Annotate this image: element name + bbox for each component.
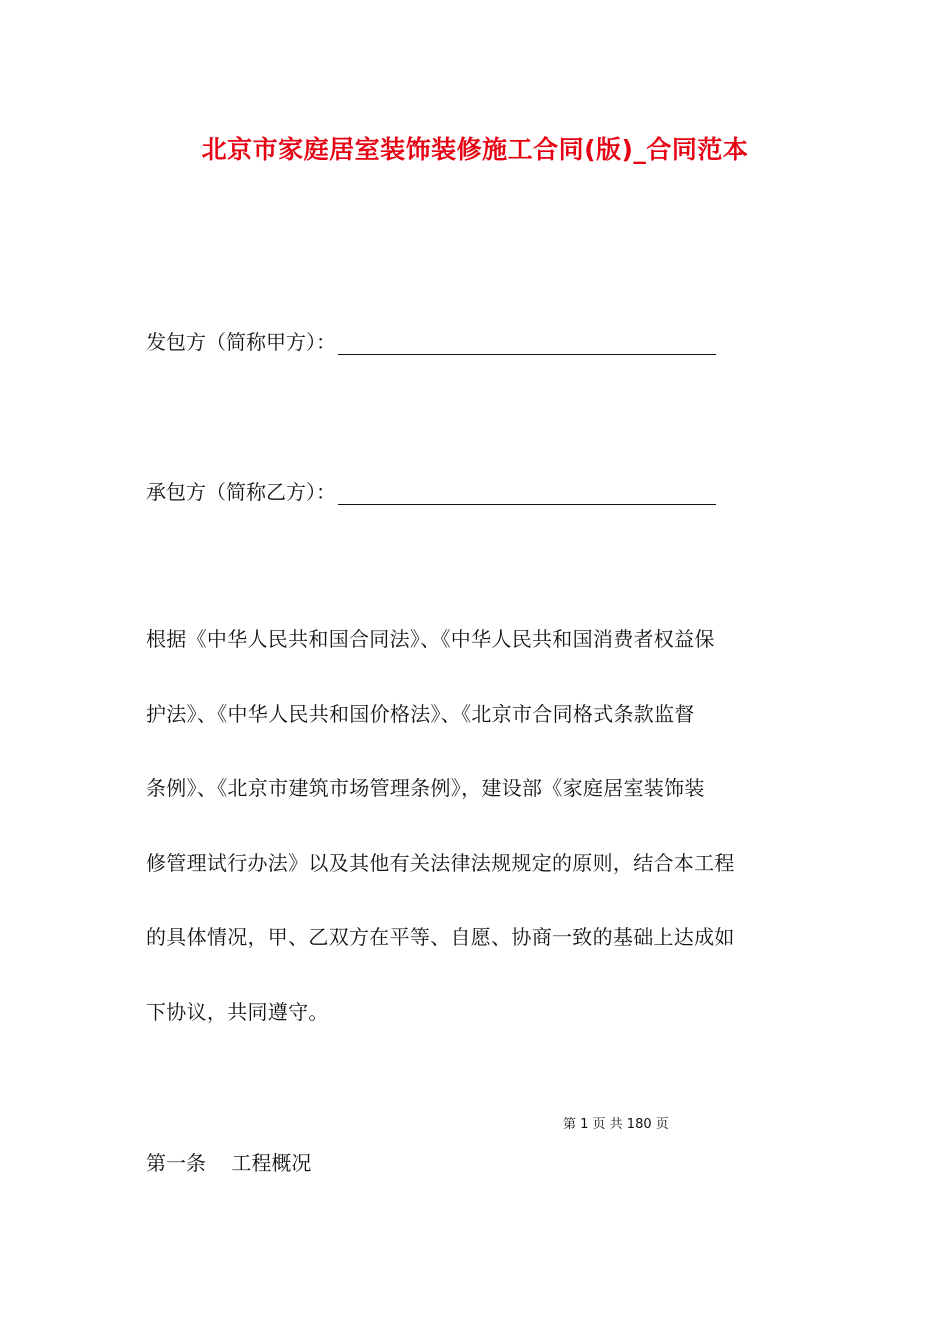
party-a-line bbox=[146, 326, 716, 355]
paragraph-line: 护法》、《中华人民共和国价格法》、《北京市合同格式条款监督 bbox=[146, 701, 695, 726]
section-heading: 第一条 工程概况 bbox=[146, 1151, 312, 1175]
page-number-footer: 第 1 页 共 180 页 bbox=[563, 1117, 669, 1132]
paragraph-line: 下协议，共同遵守。 bbox=[146, 999, 329, 1024]
paragraph-line: 修管理试行办法》以及其他有关法律法规规定的原则，结合本工程 bbox=[146, 850, 735, 875]
party-b-line bbox=[146, 476, 716, 505]
paragraph-line: 的具体情况，甲、乙双方在平等、自愿、协商一致的基础上达成如 bbox=[146, 925, 735, 949]
paragraph-line: 条例》、《北京市建筑市场管理条例》，建设部《家庭居室装饰装 bbox=[146, 776, 705, 800]
paragraph-line: 根据《中华人民共和国合同法》、《中华人民共和国消费者权益保 bbox=[146, 627, 715, 651]
document-title: 北京市家庭居室装饰装修施工合同(版)_合同范本 bbox=[201, 135, 749, 164]
party-b-blank bbox=[338, 484, 716, 505]
preamble-paragraph bbox=[146, 622, 806, 1069]
party-a-blank bbox=[338, 334, 716, 355]
party-b-label: 承包方（简称乙方）： bbox=[146, 480, 336, 504]
party-a-label: 发包方（简称甲方）： bbox=[146, 330, 336, 354]
